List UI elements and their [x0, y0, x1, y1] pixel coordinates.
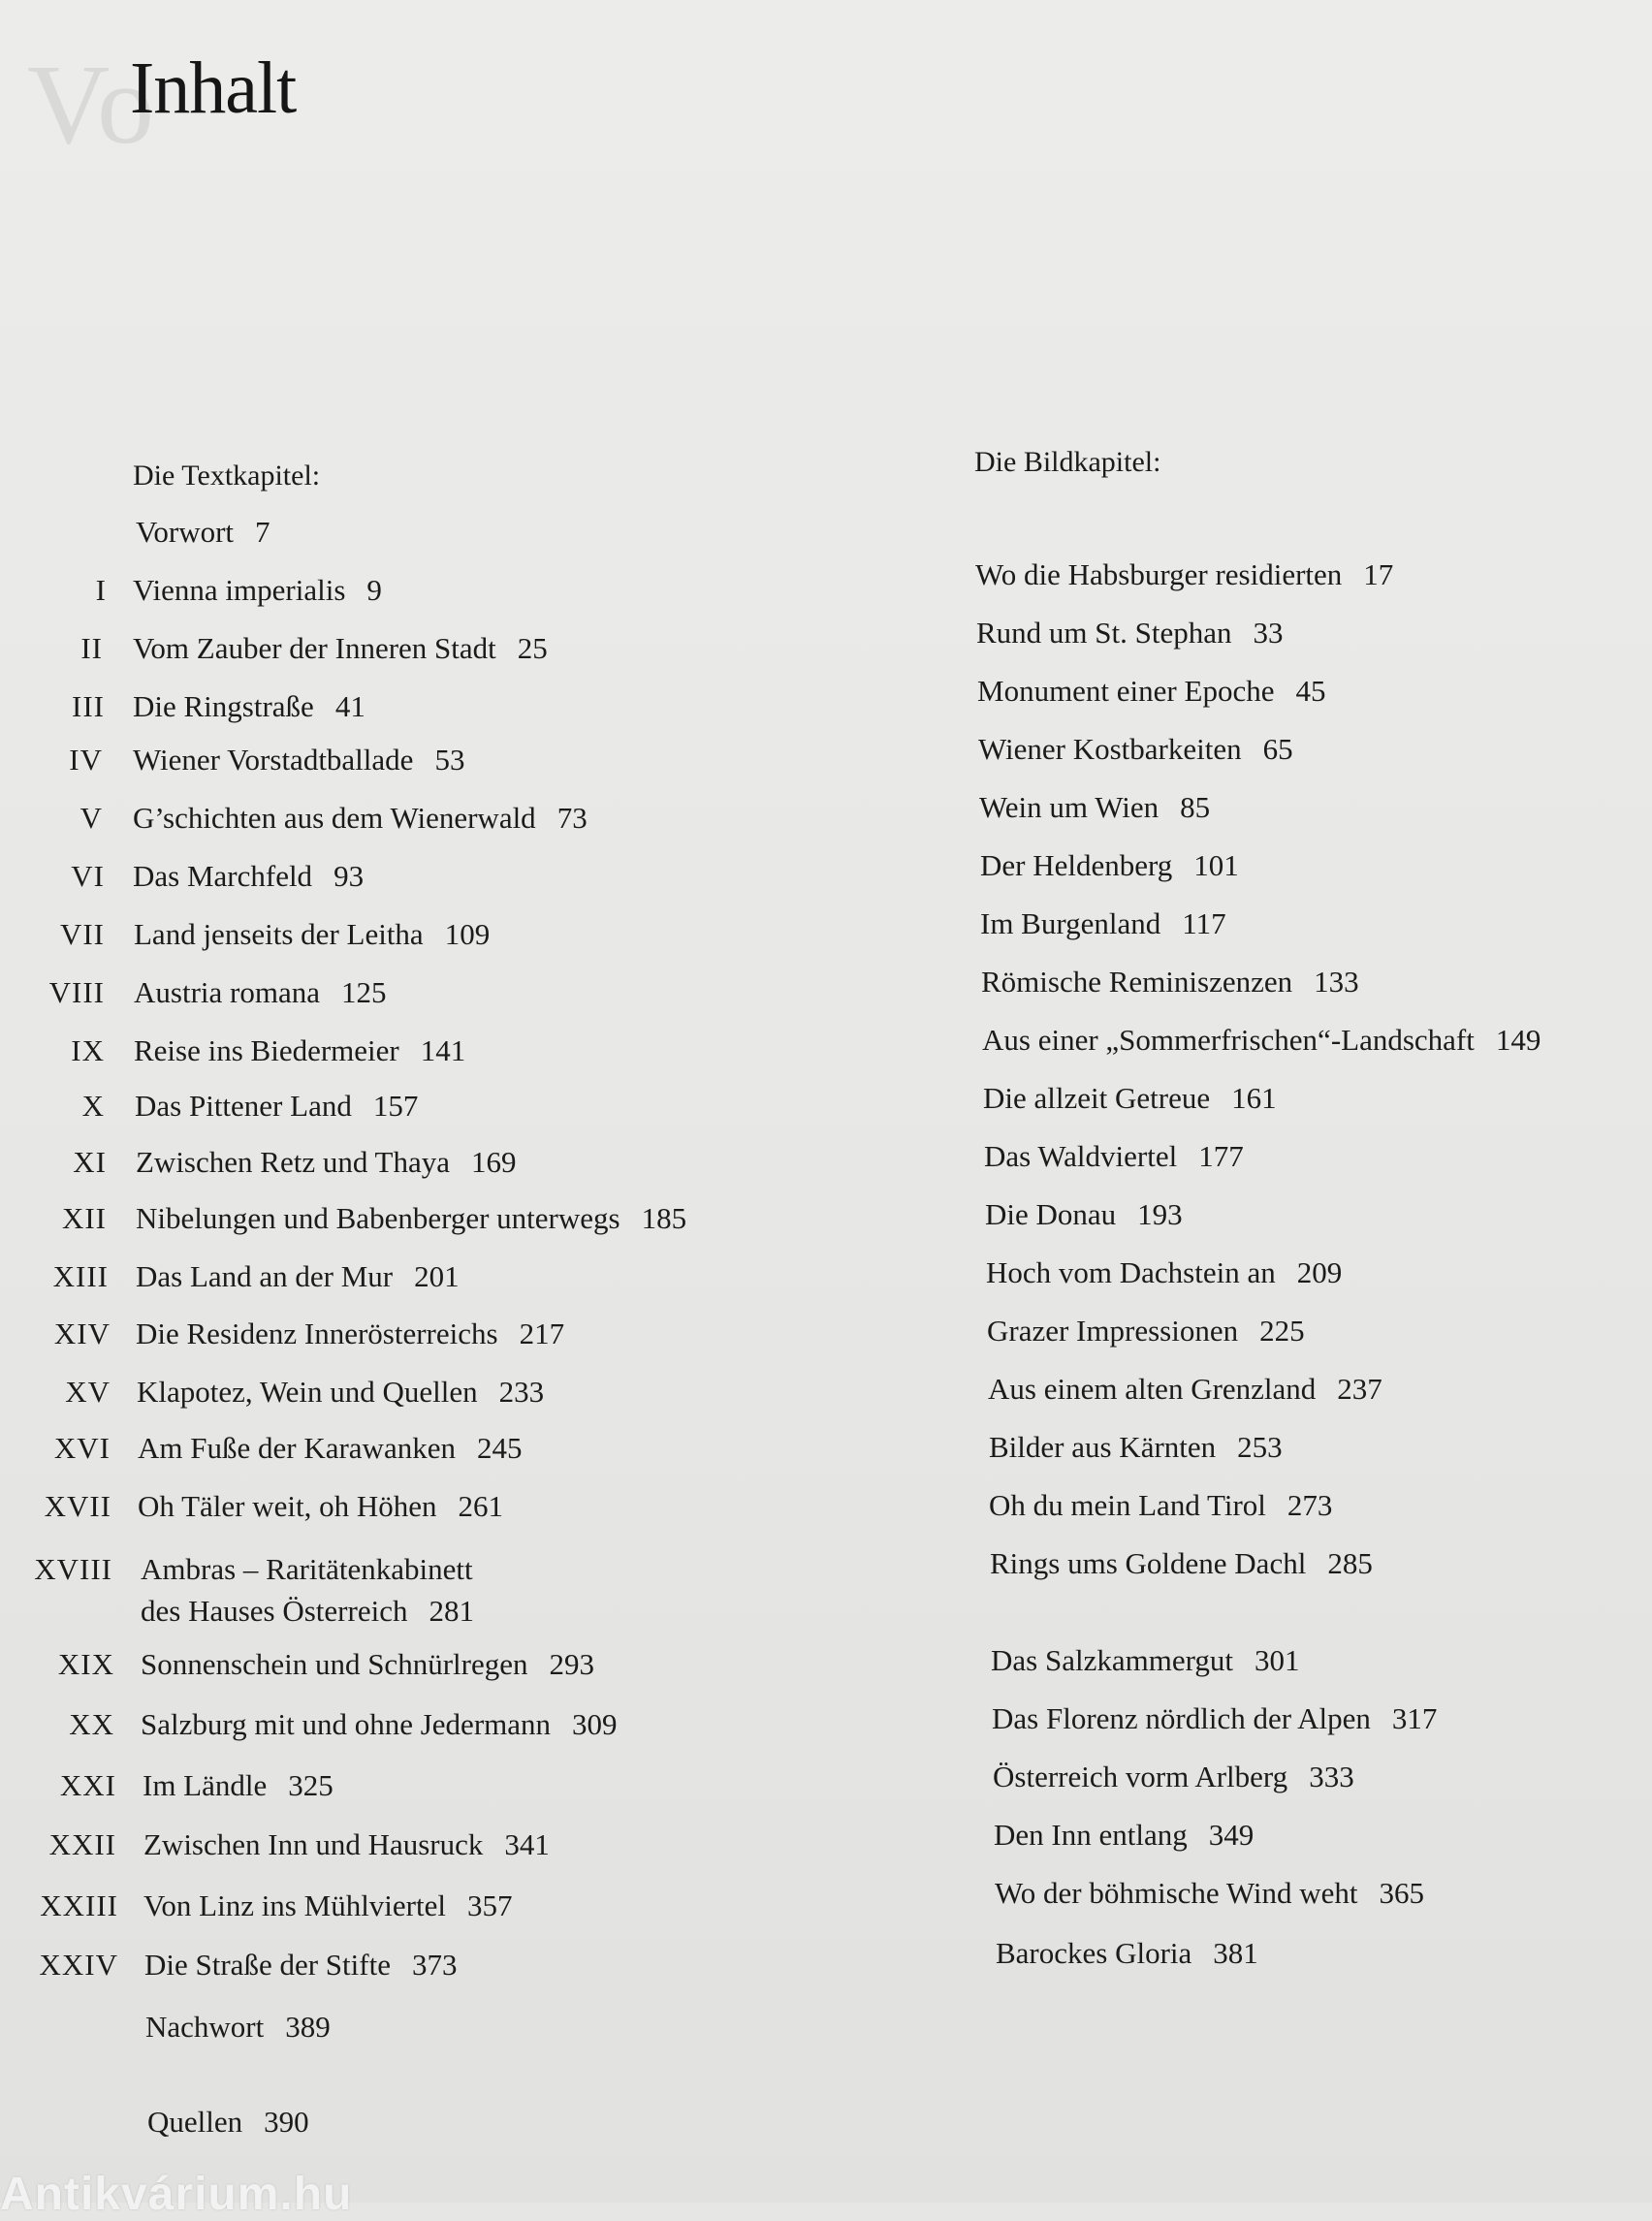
- entry-page-number: 73: [556, 801, 588, 835]
- entry-page-number: 101: [1193, 848, 1239, 882]
- toc-entry[interactable]: [136, 1200, 686, 1237]
- toc-entry[interactable]: [990, 1545, 1373, 1582]
- entry-title: Die Residenz Innerösterreichs: [136, 1317, 498, 1350]
- toc-entry[interactable]: [978, 731, 1293, 768]
- entry-page-number: 245: [476, 1431, 523, 1465]
- entry-page-number: 53: [434, 743, 465, 777]
- entry-title: Quellen: [147, 2105, 243, 2139]
- entry-page-number: 41: [334, 689, 365, 723]
- toc-entry[interactable]: [980, 905, 1226, 942]
- entry-page-number: 161: [1231, 1081, 1277, 1115]
- toc-entry[interactable]: [138, 1488, 503, 1525]
- entry-page-number: 45: [1295, 674, 1326, 708]
- entry-title: Monument einer Epoche: [977, 674, 1275, 708]
- entry-title: Hoch vom Dachstein an: [986, 1255, 1276, 1289]
- toc-entry[interactable]: [143, 1767, 334, 1804]
- chapter-numeral: XIV: [53, 1317, 111, 1350]
- entry-title: Den Inn entlang: [994, 1818, 1188, 1852]
- entry-title: Österreich vorm Arlberg: [993, 1760, 1288, 1793]
- entry-title: Wein um Wien: [979, 790, 1160, 824]
- toc-entry[interactable]: [143, 1826, 550, 1863]
- toc-entry[interactable]: [992, 1700, 1437, 1737]
- chapter-numeral: XVIII: [34, 1552, 112, 1586]
- chapter-numeral: XXI: [59, 1768, 116, 1802]
- left-column-heading: Die Textkapitel:: [133, 460, 321, 492]
- toc-entry[interactable]: [141, 1706, 618, 1743]
- entry-title: Oh du mein Land Tirol: [989, 1488, 1266, 1522]
- entry-title: Rund um St. Stephan: [976, 616, 1232, 650]
- entry-page-number: 17: [1363, 557, 1394, 591]
- entry-page-number: 7: [255, 515, 270, 549]
- entry-page-number: 9: [366, 573, 382, 607]
- toc-entry[interactable]: [136, 1258, 460, 1295]
- page-title: Inhalt: [130, 48, 297, 129]
- toc-entry[interactable]: [133, 688, 365, 725]
- entry-title: Vienna imperialis: [133, 573, 346, 607]
- entry-title: Zwischen Inn und Hausruck: [143, 1827, 484, 1861]
- entry-title: Römische Reminiszenzen: [981, 965, 1293, 999]
- entry-page-number: 157: [372, 1089, 419, 1123]
- toc-entry[interactable]: [996, 1935, 1258, 1972]
- entry-title: Klapotez, Wein und Quellen: [137, 1375, 478, 1409]
- entry-title: Aus einer „Sommerfrischen“-Landschaft: [982, 1023, 1475, 1057]
- entry-page-number: 85: [1180, 790, 1211, 824]
- entry-page-number: 201: [414, 1259, 460, 1293]
- chapter-numeral: IV: [69, 743, 103, 777]
- entry-title: Zwischen Retz und Thaya: [136, 1145, 450, 1179]
- entry-title-line-2: des Hauses Österreich: [141, 1594, 408, 1628]
- toc-entry[interactable]: [991, 1642, 1299, 1679]
- entry-title: Ambras – Raritätenkabinett: [141, 1552, 473, 1586]
- entry-title: Aus einem alten Grenzland: [988, 1372, 1317, 1406]
- entry-page-number: 237: [1337, 1372, 1382, 1406]
- chapter-numeral: I: [95, 573, 107, 607]
- entry-page-number: 389: [285, 2010, 331, 2044]
- entry-title: Wiener Kostbarkeiten: [978, 732, 1242, 766]
- entry-title: Oh Täler weit, oh Höhen: [138, 1489, 437, 1523]
- chapter-numeral: XV: [65, 1375, 111, 1409]
- entry-page-number: 341: [504, 1827, 550, 1861]
- entry-title: Nibelungen und Babenberger unterwegs: [136, 1201, 620, 1235]
- toc-entry[interactable]: [133, 742, 464, 778]
- entry-page-number: 225: [1259, 1314, 1305, 1348]
- watermark: Antikvárium.hu: [0, 2169, 353, 2220]
- toc-entry[interactable]: [141, 1551, 473, 1588]
- entry-title: Von Linz ins Mühlviertel: [143, 1888, 446, 1922]
- entry-title: Bilder aus Kärnten: [989, 1430, 1217, 1464]
- toc-entry[interactable]: [143, 1888, 512, 1924]
- entry-title: Grazer Impressionen: [987, 1314, 1239, 1348]
- toc-entry[interactable]: [144, 1947, 457, 1983]
- entry-page-number: 253: [1237, 1430, 1283, 1464]
- toc-entry[interactable]: [985, 1196, 1183, 1233]
- toc-entry[interactable]: [987, 1313, 1305, 1349]
- entry-title: Das Waldviertel: [984, 1139, 1178, 1173]
- entry-page-number: 25: [517, 631, 548, 665]
- toc-entry-continuation[interactable]: [141, 1593, 474, 1630]
- chapter-numeral: VI: [71, 859, 105, 893]
- toc-entry[interactable]: [979, 789, 1210, 826]
- toc-entry[interactable]: [995, 1875, 1424, 1912]
- entry-page-number: 141: [420, 1033, 466, 1067]
- entry-page-number: 193: [1137, 1197, 1183, 1231]
- entry-page-number: 217: [519, 1317, 565, 1350]
- toc-entry[interactable]: [133, 858, 364, 895]
- toc-entry[interactable]: [994, 1817, 1254, 1854]
- entry-page-number: 149: [1495, 1023, 1541, 1057]
- chapter-numeral: XI: [73, 1145, 107, 1179]
- entry-page-number: 233: [498, 1375, 545, 1409]
- chapter-numeral: VIII: [48, 975, 105, 1009]
- entry-title: Die Straße der Stifte: [144, 1948, 391, 1982]
- entry-page-number: 325: [288, 1768, 334, 1802]
- entry-page-number: 109: [444, 917, 491, 951]
- entry-page-number: 281: [429, 1594, 474, 1628]
- toc-entry[interactable]: [138, 1430, 522, 1467]
- chapter-numeral: XVII: [44, 1489, 111, 1523]
- toc-entry[interactable]: [986, 1254, 1342, 1291]
- entry-page-number: 390: [264, 2105, 309, 2139]
- chapter-numeral: XVI: [53, 1431, 111, 1465]
- entry-title: Rings ums Goldene Dachl: [990, 1546, 1307, 1580]
- toc-entry[interactable]: [982, 1022, 1541, 1059]
- chapter-numeral: XIII: [52, 1259, 109, 1293]
- toc-entry[interactable]: [977, 673, 1325, 710]
- entry-title: Das Florenz nördlich der Alpen: [992, 1701, 1371, 1735]
- entry-page-number: 125: [340, 975, 387, 1009]
- entry-title: Salzburg mit und ohne Jedermann: [141, 1707, 552, 1741]
- entry-title: Wo die Habsburger residierten: [975, 557, 1343, 591]
- entry-page-number: 365: [1379, 1876, 1424, 1910]
- entry-page-number: 93: [334, 859, 365, 893]
- entry-title: Austria romana: [134, 975, 320, 1009]
- chapter-numeral: III: [72, 689, 105, 723]
- toc-entry[interactable]: [984, 1138, 1244, 1175]
- toc-entry[interactable]: [141, 1646, 594, 1683]
- entry-title: Die Donau: [985, 1197, 1117, 1231]
- entry-page-number: 309: [572, 1707, 618, 1741]
- toc-entry[interactable]: [981, 964, 1359, 1000]
- entry-title: Der Heldenberg: [980, 848, 1173, 882]
- toc-entry[interactable]: [136, 514, 270, 551]
- toc-entry[interactable]: [134, 1032, 465, 1069]
- chapter-numeral: VII: [59, 917, 105, 951]
- entry-page-number: 285: [1327, 1546, 1373, 1580]
- chapter-numeral: XXII: [48, 1827, 116, 1861]
- entry-title: Das Land an der Mur: [136, 1259, 394, 1293]
- entry-title: Land jenseits der Leitha: [134, 917, 424, 951]
- toc-entry[interactable]: [980, 847, 1239, 884]
- toc-entry[interactable]: [988, 1371, 1382, 1408]
- entry-title: G’schichten aus dem Wienerwald: [133, 801, 536, 835]
- entry-title: Sonnenschein und Schnürlregen: [141, 1647, 528, 1681]
- toc-entry[interactable]: [145, 2009, 331, 2046]
- chapter-numeral: II: [80, 631, 103, 665]
- chapter-numeral: V: [79, 801, 103, 835]
- entry-page-number: 349: [1208, 1818, 1255, 1852]
- entry-title: Das Marchfeld: [133, 859, 313, 893]
- entry-page-number: 317: [1391, 1701, 1438, 1735]
- chapter-numeral: XX: [69, 1707, 114, 1741]
- entry-page-number: 381: [1213, 1936, 1258, 1970]
- entry-title: Das Pittener Land: [135, 1089, 352, 1123]
- entry-title: Im Ländle: [143, 1768, 268, 1802]
- toc-entry[interactable]: [147, 2104, 309, 2141]
- entry-page-number: 185: [641, 1201, 687, 1235]
- toc-entry[interactable]: [135, 1088, 418, 1125]
- entry-title: Am Fuße der Karawanken: [138, 1431, 456, 1465]
- toc-entry[interactable]: [989, 1487, 1332, 1524]
- toc-entry[interactable]: [975, 556, 1393, 593]
- entry-title: Die allzeit Getreue: [983, 1081, 1211, 1115]
- toc-entry[interactable]: [134, 916, 490, 953]
- toc-entry[interactable]: [133, 572, 382, 609]
- entry-title: Im Burgenland: [980, 906, 1161, 940]
- toc-entry[interactable]: [137, 1374, 544, 1411]
- entry-title: Das Salzkammergut: [991, 1643, 1233, 1677]
- entry-page-number: 117: [1182, 906, 1226, 940]
- entry-title: Vorwort: [136, 515, 235, 549]
- entry-title: Barockes Gloria: [996, 1936, 1192, 1970]
- toc-entry[interactable]: [983, 1080, 1277, 1117]
- chapter-numeral: XXIII: [40, 1888, 118, 1922]
- entry-page-number: 301: [1254, 1643, 1300, 1677]
- entry-page-number: 357: [466, 1888, 513, 1922]
- entry-title: Reise ins Biedermeier: [134, 1033, 399, 1067]
- entry-title: Wiener Vorstadtballade: [133, 743, 414, 777]
- toc-entry[interactable]: [976, 615, 1284, 651]
- toc-entry[interactable]: [136, 1316, 564, 1352]
- entry-title: Vom Zauber der Inneren Stadt: [133, 631, 496, 665]
- toc-entry[interactable]: [993, 1759, 1354, 1795]
- toc-entry[interactable]: [989, 1429, 1283, 1466]
- entry-page-number: 209: [1296, 1255, 1343, 1289]
- toc-entry[interactable]: [134, 974, 386, 1011]
- toc-entry[interactable]: [133, 630, 548, 667]
- show-through-text: Vo: [27, 41, 157, 168]
- entry-page-number: 373: [411, 1948, 458, 1982]
- entry-page-number: 177: [1198, 1139, 1244, 1173]
- entry-page-number: 333: [1309, 1760, 1354, 1793]
- entry-title: Wo der böhmische Wind weht: [995, 1876, 1358, 1910]
- chapter-numeral: IX: [71, 1033, 105, 1067]
- chapter-numeral: X: [81, 1089, 105, 1123]
- chapter-numeral: XII: [61, 1201, 107, 1235]
- entry-title: Die Ringstraße: [133, 689, 314, 723]
- entry-page-number: 33: [1253, 616, 1284, 650]
- entry-page-number: 65: [1262, 732, 1293, 766]
- chapter-numeral: XIX: [57, 1647, 114, 1681]
- entry-page-number: 169: [470, 1145, 517, 1179]
- entry-page-number: 133: [1314, 965, 1359, 999]
- chapter-numeral: XXIV: [39, 1948, 118, 1982]
- entry-page-number: 261: [458, 1489, 503, 1523]
- right-column-heading: Die Bildkapitel:: [974, 446, 1161, 478]
- entry-page-number: 273: [1287, 1488, 1333, 1522]
- toc-entry[interactable]: [136, 1144, 516, 1181]
- entry-page-number: 293: [549, 1647, 594, 1681]
- toc-entry[interactable]: [133, 800, 588, 837]
- entry-title: Nachwort: [145, 2010, 265, 2044]
